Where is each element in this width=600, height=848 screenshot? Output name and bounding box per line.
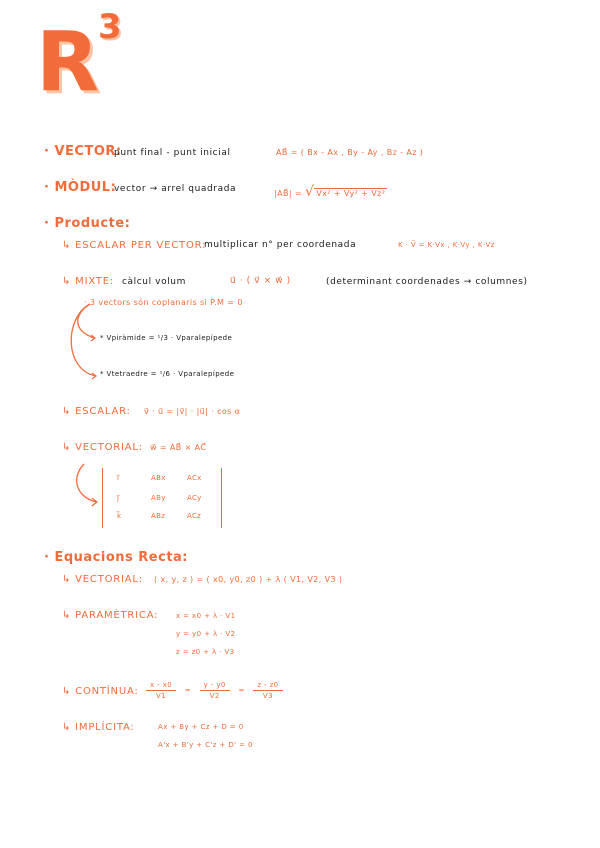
eq-implicita-line: A'x + B'y + C'z + D' = 0: [158, 741, 253, 749]
matrix-cell: ACz: [187, 512, 202, 520]
escalar-label: ↳ ESCALAR:: [62, 406, 131, 417]
matrix-cell: ABx: [151, 474, 166, 482]
escalar-per-vector-label: ↳ ESCALAR PER VECTOR:: [62, 240, 207, 251]
eq-implicita-label: ↳ IMPLÍCITA:: [62, 722, 135, 733]
mixte-formula: u⃗ · ( v⃗ × w⃗ ): [230, 276, 291, 286]
fraction: $\frac{y - y0}{V2}$: [200, 680, 230, 701]
page-title-exponent: 3: [98, 7, 122, 47]
eq-continua-formula: $\frac{x - x0}{V1}$ = $\frac{y - y0}{V2}$ = $\frac{z - z0}{V3}$: [140, 680, 289, 701]
modul-heading: · MÒDUL:: [44, 180, 117, 195]
eq-parametrica-line: y = y0 + λ · V2: [176, 630, 236, 638]
eq-vectorial-formula: ( x, y, z ) = ( x0, y0, z0 ) + λ ( V1, V2, V3 ): [154, 575, 343, 584]
fraction: $\frac{x - x0}{V1}$: [146, 680, 176, 701]
vector-formula: AB⃗ = ( Bx - Ax , By - Ay , Bz - Az ): [276, 148, 424, 157]
escalar-per-vector-formula: K · V⃗ = K·Vx , K·Vy , K·Vz: [398, 241, 495, 249]
piramide-formula: * Vpiràmide = ¹/3 · Vparalepípede: [100, 334, 233, 342]
matrix-cell: j⃗: [117, 494, 120, 502]
escalar-formula: v⃗ · u⃗ = |v⃗| · |u⃗| · cos α: [144, 407, 241, 416]
vectorial-label: ↳ VECTORIAL:: [62, 442, 143, 453]
modul-description: vector → arrel quadrada: [114, 184, 237, 194]
coplanaris-note: · 3 vectors són coplanaris si P.M = 0: [84, 298, 243, 307]
escalar-per-vector-description: multiplicar n° per coordenada: [204, 240, 357, 250]
producte-heading: · Producte:: [44, 216, 131, 231]
page-title-logo: R: [36, 15, 100, 110]
eq-parametrica-line: x = x0 + λ · V1: [176, 612, 236, 620]
vectorial-formula: w⃗ = AB⃗ × AC⃗: [150, 443, 207, 452]
equacions-heading: · Equacions Recta:: [44, 550, 189, 565]
vector-description: punt final - punt inicial: [114, 148, 231, 158]
eq-continua-label: ↳ CONTÍNUA:: [62, 686, 139, 697]
fraction: $\frac{z - z0}{V3}$: [253, 680, 282, 701]
matrix-cell: ABz: [151, 512, 166, 520]
matrix-cell: k⃗: [117, 512, 122, 520]
vectorial-matrix: [102, 468, 222, 528]
eq-vectorial-label: ↳ VECTORIAL:: [62, 574, 143, 585]
matrix-cell: i⃗: [117, 474, 120, 482]
matrix-cell: ACx: [187, 474, 202, 482]
mixte-note: (determinant coordenades → columnes): [326, 277, 528, 287]
mixte-label: ↳ MIXTE:: [62, 276, 115, 287]
matrix-cell: ACy: [187, 494, 202, 502]
eq-implicita-line: Ax + By + Cz + D = 0: [158, 723, 244, 731]
eq-parametrica-label: ↳ PARAMÈTRICA:: [62, 610, 159, 621]
modul-formula: |AB⃗| = √ Vx² + Vy² + Vz²: [274, 184, 386, 200]
eq-parametrica-line: z = z0 + λ · V3: [176, 648, 235, 656]
mixte-description: càlcul volum: [122, 277, 186, 287]
vector-heading: · VECTOR:: [44, 144, 122, 159]
tetraedre-formula: * Vtetraedre = ¹/6 · Vparalepípede: [100, 370, 235, 378]
matrix-cell: ABy: [151, 494, 166, 502]
